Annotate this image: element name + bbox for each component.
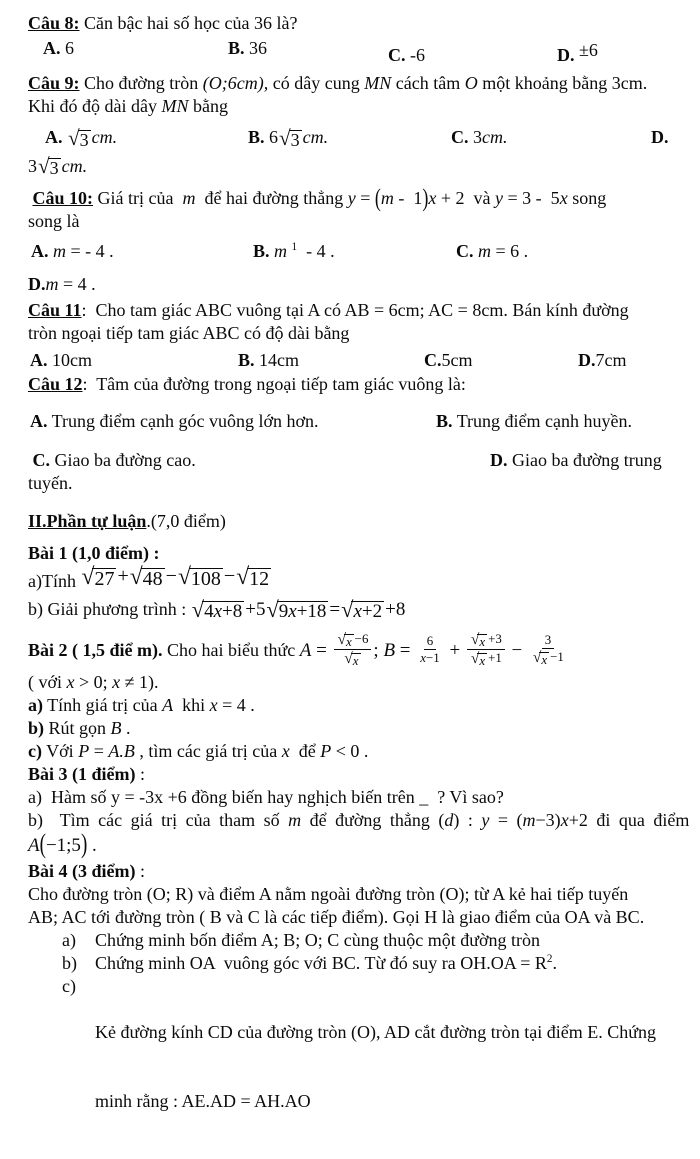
bai-4-item-a-text: Chứng minh bốn điểm A; B; O; C cùng thuộc một đường tròn <box>95 929 541 950</box>
bai-4-item-a-label: a) <box>62 929 76 950</box>
bai-4-item-a <box>28 929 694 952</box>
question-12-header: Câu 12: Tâm của đường trong ngoại tiếp tam giác vuông là: <box>28 373 466 394</box>
q10-option-c: C. m = 6 . <box>456 240 529 261</box>
bai-4-item-b-label: b) <box>62 952 77 973</box>
q10-option-a: A. m = - 4 . <box>31 240 114 261</box>
q9-option-d-continued: 3 √ 3 cm. <box>28 154 88 179</box>
q9-option-c: C. 3cm. <box>451 127 508 147</box>
bai-4-title: Bài 4 (3 điểm) : <box>28 860 146 881</box>
bai-3-title: Bài 3 (1 điểm) : <box>28 763 146 784</box>
question-9-line-2: Khi đó độ dài dây MN bằng <box>28 96 228 116</box>
bai-3-part-b-continued: A(−1;5) . <box>28 829 97 860</box>
q8-option-c: C. -6 <box>388 45 425 65</box>
question-12-options-ab <box>28 410 694 433</box>
bai-4-intro-1: Cho đường tròn (O; R) và điểm A nằm ngoài đường tròn (O); từ A kẻ hai tiếp tuyến <box>28 883 629 904</box>
bai-3-part-a: a) Hàm số y = -3x +6 đồng biến hay nghịch biến trên _ ? Vì sao? <box>28 786 504 807</box>
q11-option-c: C.5cm <box>424 349 473 370</box>
question-10-line-2: song là <box>28 210 80 231</box>
question-11-line-2: tròn ngoại tiếp tam giác ABC có độ dài bằng <box>28 322 350 343</box>
question-11-options <box>28 349 694 372</box>
q9-option-a: A. √ 3 cm. <box>45 125 118 150</box>
q12-option-d-continued: tuyến. <box>28 472 73 493</box>
question-8-options <box>28 37 694 65</box>
bai-2-condition: ( với x > 0; x ≠ 1). <box>28 671 159 692</box>
question-8-header: Câu 8: Căn bậc hai số học của 36 là? <box>28 13 298 33</box>
bai-1a-label: a)Tính <box>28 570 81 591</box>
bai-4-item-c-text-2: minh rằng : AE.AD = AH.AO <box>95 1090 311 1111</box>
bai-2-part-b: b) Rút gọn B . <box>28 717 131 738</box>
q10-option-b: B. m $^1$ - 4 . <box>253 240 335 261</box>
q8-option-b: B. 36 <box>228 38 268 58</box>
bai-2-part-a: a) Tính giá trị của A khi x = 4 . <box>28 694 255 715</box>
bai-4-intro-2: AB; AC tới đường tròn ( B và C là các tiếp điểm). Gọi H là giao điểm của OA và BC. <box>28 906 645 927</box>
bai-1-part-a <box>28 563 694 596</box>
question-10-line-1: Câu 10: Giá trị của m để hai đường thẳng y = (m - 1)x + 2 và y = 3 - 5x song <box>32 182 607 212</box>
q8-option-a: A. 6 <box>43 38 74 58</box>
q8-option-d: D. ±6 <box>557 40 598 65</box>
bai-1-title: Bài 1 (1,0 điểm) : <box>28 542 160 563</box>
bai-2-title-line <box>28 630 694 670</box>
section-2-header: II.Phần tự luận.(7,0 điểm) <box>28 510 226 531</box>
question-11-line-1: Câu 11: Cho tam giác ABC vuông tại A có AB = 6cm; AC = 8cm. Bán kính đường <box>28 299 629 320</box>
q10-option-d: D.m = 4 . <box>28 273 96 294</box>
q12-option-b: B. Trung điểm cạnh huyền. <box>436 410 633 431</box>
q11-option-a: A. 10cm <box>30 349 92 370</box>
q12-option-a: A. Trung điểm cạnh góc vuông lớn hơn. <box>30 410 319 431</box>
bai-1-part-b <box>28 596 694 623</box>
bai-1b-formula: √ 4x+8 +5 √ 9x+18 = √ x+2 +8 <box>191 596 406 622</box>
bai-4-item-b-text: Chứng minh OA vuông góc với BC. Từ đó suy ra $OH.OA = R^2$. <box>95 952 557 973</box>
q11-option-d: D.7cm <box>578 349 627 370</box>
bai-2-part-c: c) Với P = A.B , tìm các giá trị của x để P < 0 . <box>28 740 369 761</box>
q9-option-b: B. 6 √ 3 cm. <box>248 125 329 150</box>
bai-4-item-c <box>28 975 694 1159</box>
bai-2-formula: A = √ x −6 √ x ; B = $\frac{6}{x-1}$ + √ x +3 √ x +1 − 3 √ x −1 <box>299 630 564 669</box>
bai-2-intro: Bài 2 ( 1,5 điể m). Cho hai biểu thức <box>28 639 300 660</box>
bai-4-item-b <box>28 952 694 975</box>
q12-option-c: C. Giao ba đường cao. <box>32 449 196 470</box>
bai-4-item-c-label: c) <box>62 975 76 996</box>
question-9-options <box>28 126 694 150</box>
bai-1b-label: b) Giải phương trình : <box>28 598 191 619</box>
bai-4-item-c-text-1: Kẻ đường kính CD của đường tròn (O), AD cắt đường tròn tại điểm E. Chứng <box>95 1021 656 1042</box>
question-12-options-cd <box>28 449 694 472</box>
bai-3-part-b: b) Tìm các giá trị của tham số m để đường thẳng (d) : y = (m−3)x+2 đi qua điểm <box>28 809 690 830</box>
q9-option-d: D. <box>651 127 669 147</box>
question-10-options <box>28 240 694 263</box>
question-9-line-1: Câu 9: Cho đường tròn (O;6cm), có dây cung MN cách tâm O một khoảng bằng 3cm. <box>28 73 648 93</box>
q11-option-b: B. 14cm <box>238 349 300 370</box>
q12-option-d: D. Giao ba đường trung <box>490 449 662 470</box>
bai-1a-formula: √ 27 + √ 48 − √ 108 − √ 12 <box>81 563 270 590</box>
